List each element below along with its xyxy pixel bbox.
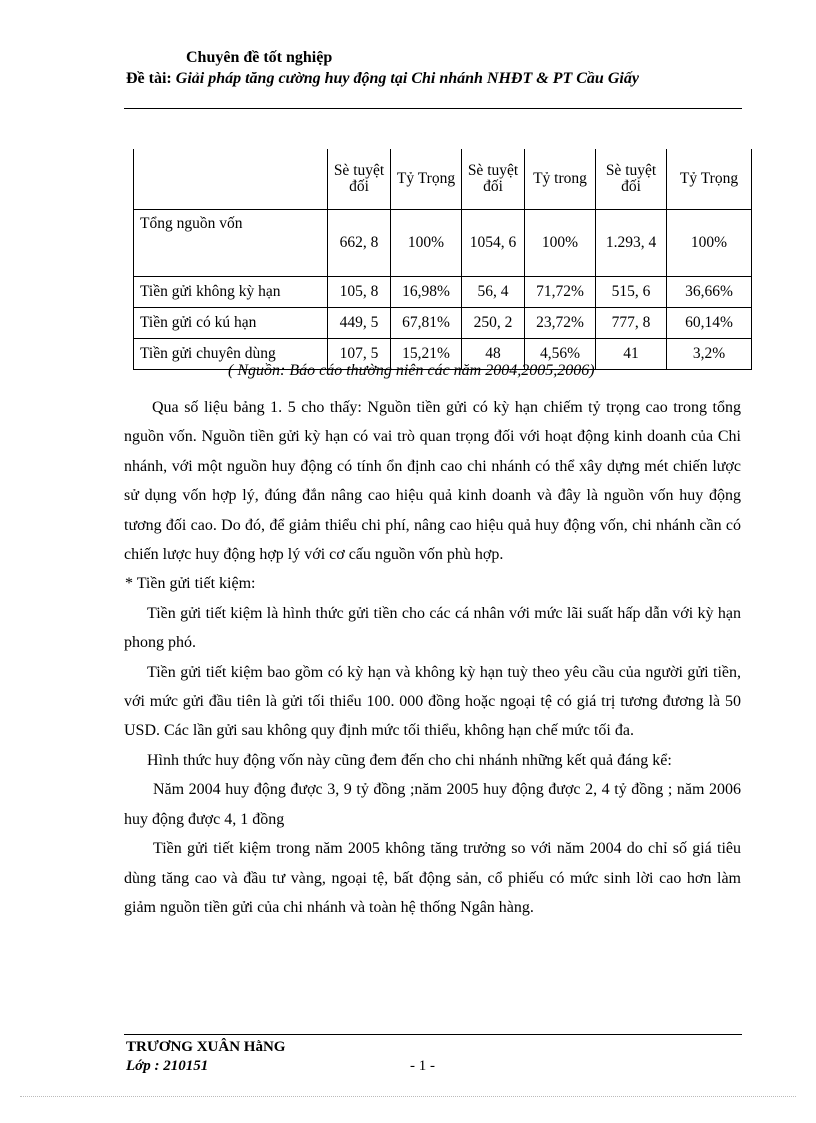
table-cell: 41 xyxy=(596,339,667,370)
table-cell: 777, 8 xyxy=(596,308,667,339)
table-header-cell: Sè tuyệt đối xyxy=(462,149,525,210)
table-cell: 60,14% xyxy=(667,308,752,339)
table-header-cell xyxy=(134,149,328,210)
table-cell: Tiền gửi không kỳ hạn xyxy=(134,277,328,308)
paragraph: Tiền gửi tiết kiệm là hình thức gửi tiền cho các cá nhân với mức lãi suất hấp dẫn với kỳ hạn phong phó. xyxy=(124,604,741,652)
footer-class: Lớp : 210151 xyxy=(126,1058,209,1074)
table-header-row xyxy=(134,149,752,210)
table-source: ( Nguồn: Báo cáo thường niên các năm 2004,2005,2006) xyxy=(228,362,595,379)
table-cell: 48 xyxy=(462,339,525,370)
table-cell: 15,21% xyxy=(391,339,462,370)
topic-title: Giải pháp tăng cường huy động tại Chi nhánh NHĐT & PT Cầu Giấy xyxy=(175,70,639,87)
table-cell: 36,66% xyxy=(667,277,752,308)
topic-label: Đề tài: xyxy=(126,70,176,87)
page-number: - 1 - xyxy=(410,1058,435,1074)
table-row xyxy=(134,210,752,277)
table-header-cell: Tỷ Trọng xyxy=(391,149,462,210)
paragraph: Tiền gửi tiết kiệm bao gồm có kỳ hạn và không kỳ hạn tuỳ theo yêu cầu của người gửi tiền, với mức gửi đầu tiên là gửi tối thiểu 100. 000 đồng hoặc ngoại tệ có giá trị tương đương là 50 USD. Các lần gửi sau không quy định mức tối thiểu, không hạn chế mức tối đa. xyxy=(124,663,741,740)
table-cell: 16,98% xyxy=(391,277,462,308)
table-cell: Tổng nguồn vốn xyxy=(134,210,328,277)
table-cell: 56, 4 xyxy=(462,277,525,308)
table-cell: Tiền gửi có kú hạn xyxy=(134,308,328,339)
table-header-cell: Tỷ trong xyxy=(525,149,596,210)
table-row xyxy=(134,277,752,308)
header-rule xyxy=(124,108,742,109)
page-bottom-dotted-line xyxy=(20,1096,796,1097)
footer-author: TRƯƠNG XUÂN HằNG xyxy=(126,1039,286,1055)
table-cell: 100% xyxy=(667,210,752,277)
table-cell: 3,2% xyxy=(667,339,752,370)
paragraph: Qua số liệu bảng 1. 5 cho thấy: Nguồn tiền gửi có kỳ hạn chiếm tỷ trọng cao trong tổng nguồn vốn. Nguồn tiền gửi kỳ hạn có vai trò quan trọng đối với hoạt động kinh doanh của Chi nhánh, với một nguồn huy động có tính ổn định cao chi nhánh có thể xây dựng mét chiến lược sử dụng vốn hợp lý, đúng đắn nâng cao hiệu quả kinh doanh và đây là nguồn vốn huy động tương đối cao. Do đó, để giảm thiểu chi phí, nâng cao hiệu quả huy động vốn, chi nhánh cần có chiến lược huy động hợp lý với cơ cấu nguồn vốn phù hợp. xyxy=(124,399,741,564)
table-cell: 449, 5 xyxy=(328,308,391,339)
table-cell: 23,72% xyxy=(525,308,596,339)
table-cell: 100% xyxy=(525,210,596,277)
paragraph: Hình thức huy động vốn này cũng đem đến cho chi nhánh những kết quả đáng kể: xyxy=(147,751,672,769)
table-cell: 67,81% xyxy=(391,308,462,339)
topic-line xyxy=(126,70,639,88)
paragraph: Tiền gửi tiết kiệm trong năm 2005 không tăng trưởng so với năm 2004 do chỉ số giá tiêu dùng tăng cao và đầu tư vàng, ngoại tệ, bất động sản, cổ phiếu có mức sinh lời cao hơn làm giảm nguồn tiền gửi của chi nhánh và toàn hệ thống Ngân hàng. xyxy=(124,840,741,916)
table-header-cell: Tỷ Trọng xyxy=(667,149,752,210)
table-cell: 105, 8 xyxy=(328,277,391,308)
table-cell: 100% xyxy=(391,210,462,277)
section-bullet: * Tiền gửi tiết kiệm: xyxy=(125,575,256,593)
capital-structure-table xyxy=(133,149,752,370)
table-cell: 4,56% xyxy=(525,339,596,370)
document-subtitle: Chuyên đề tốt nghiệp xyxy=(186,49,333,66)
paragraph: Năm 2004 huy động được 3, 9 tỷ đồng ;năm 2005 huy động được 2, 4 tỷ đồng ; năm 2006 huy động được 4, 1 đồng xyxy=(124,781,741,828)
table-row xyxy=(134,308,752,339)
table-header-cell: Sè tuyệt đối xyxy=(596,149,667,210)
table-header-cell: Sè tuyệt đối xyxy=(328,149,391,210)
table-cell: 1054, 6 xyxy=(462,210,525,277)
table-cell: 250, 2 xyxy=(462,308,525,339)
table-cell: 515, 6 xyxy=(596,277,667,308)
table-cell: 71,72% xyxy=(525,277,596,308)
body-text xyxy=(124,393,741,922)
table-cell: 107, 5 xyxy=(328,339,391,370)
table-cell: 662, 8 xyxy=(328,210,391,277)
footer-rule xyxy=(124,1034,742,1035)
table-cell: Tiền gửi chuyên dùng xyxy=(134,339,328,370)
table-cell: 1.293, 4 xyxy=(596,210,667,277)
